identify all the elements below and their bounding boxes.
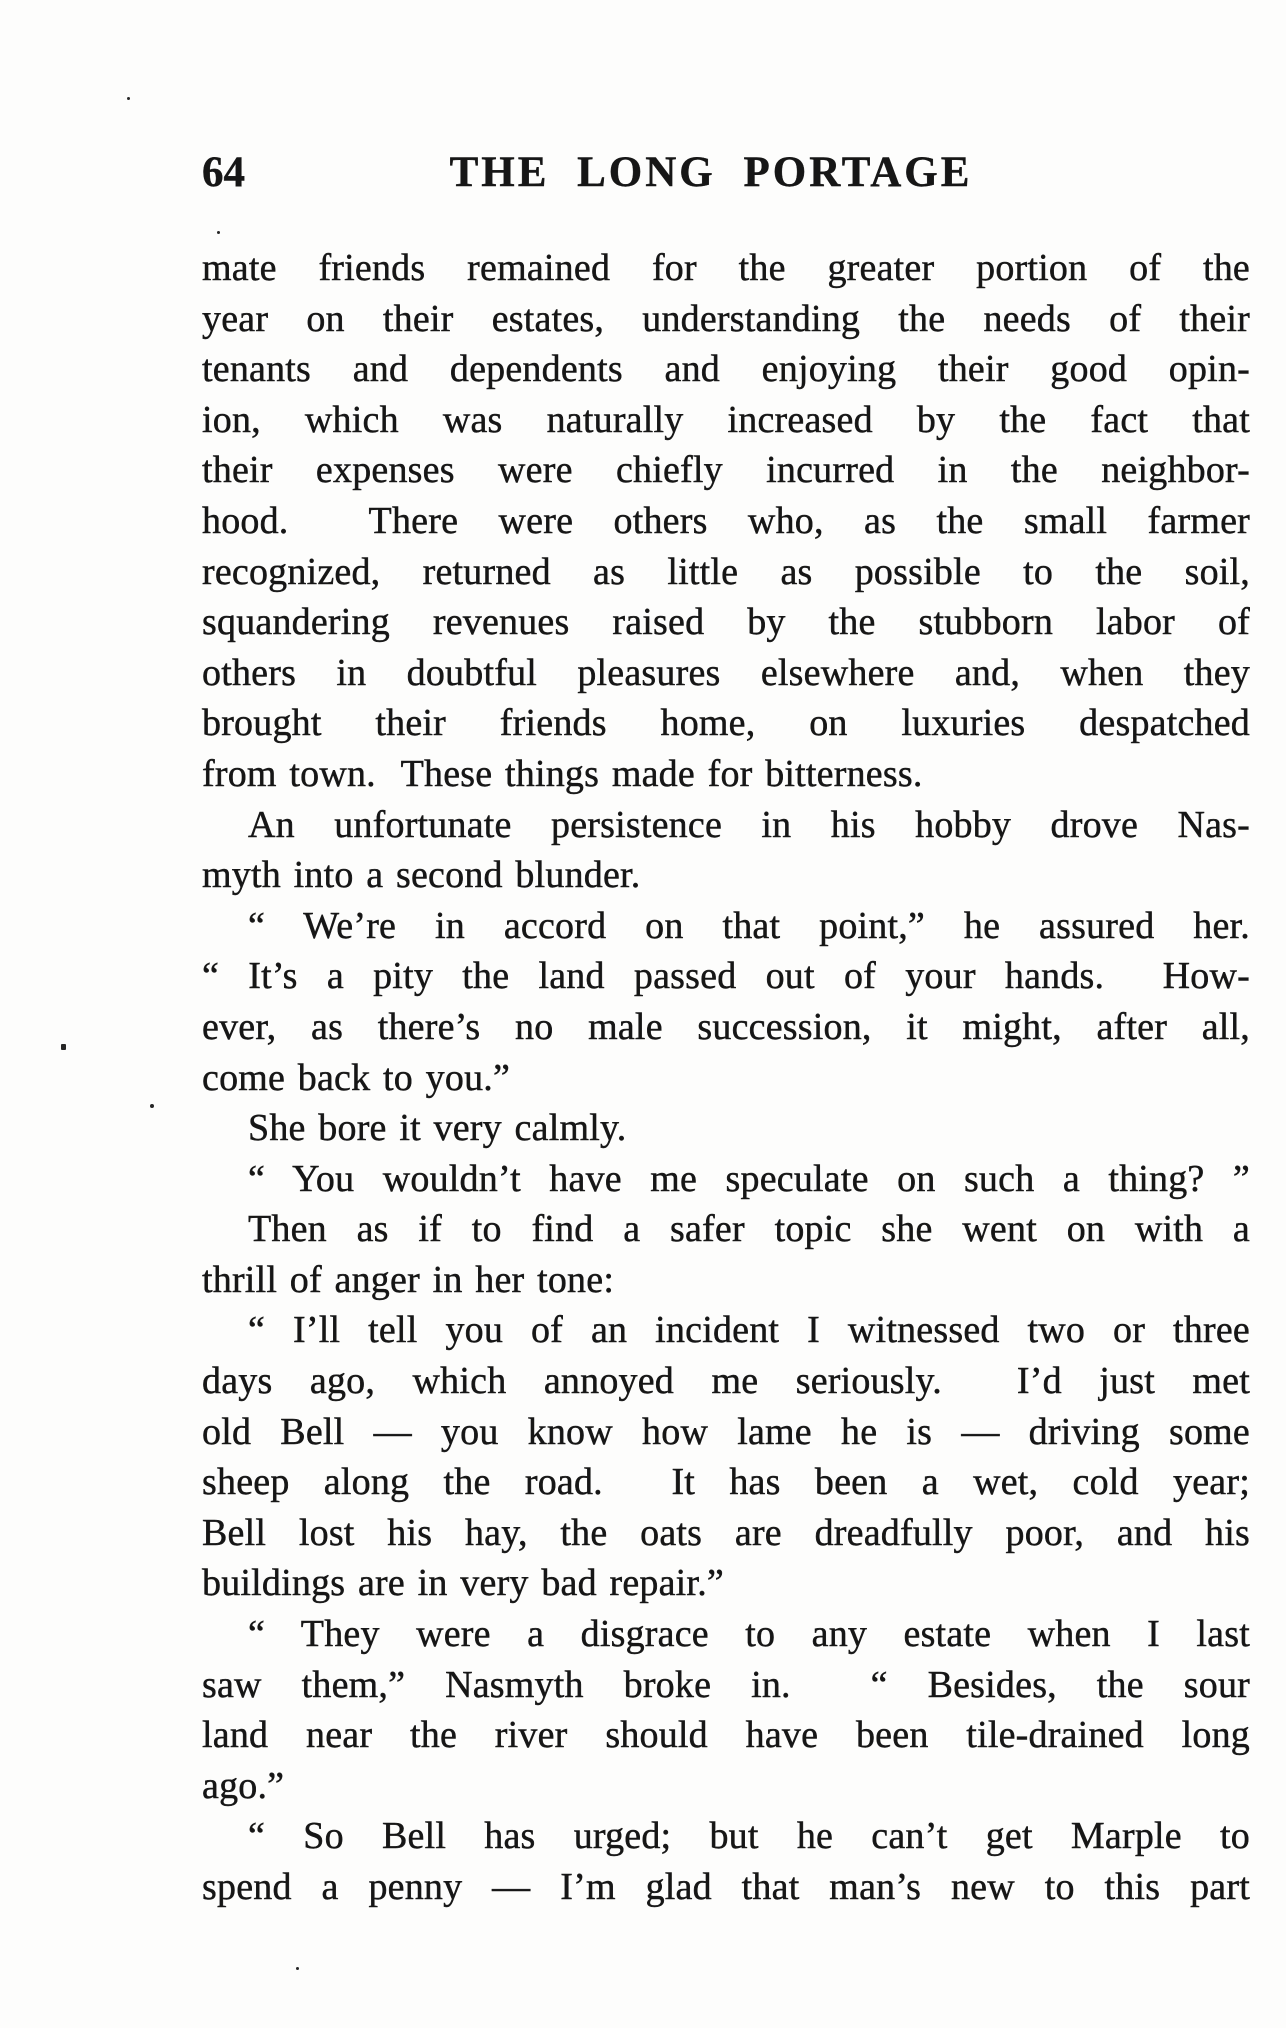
text-line: sheep along the road. It has been a wet, cold year; xyxy=(202,1461,1250,1504)
text-line: myth into a second blunder. xyxy=(202,854,641,897)
text-line: their expenses were chiefly incurred in the neighbor- xyxy=(202,449,1250,492)
ink-speck xyxy=(61,1044,66,1050)
ink-speck xyxy=(127,97,130,100)
text-line: “ It’s a pity the land passed out of your hands. How- xyxy=(202,955,1250,998)
text-line: mate friends remained for the greater portion of the xyxy=(202,247,1250,289)
text-line: days ago, which annoyed me seriously. I’d just met xyxy=(202,1360,1250,1403)
ink-speck xyxy=(217,231,220,234)
paragraph xyxy=(202,1154,1250,1205)
text-line: land near the river should have been tile-drained long xyxy=(202,1714,1250,1757)
page-header xyxy=(202,150,1250,200)
text-line: recognized, returned as little as possible to the soil, xyxy=(202,550,1250,593)
text-line: come back to you.” xyxy=(202,1056,511,1099)
paragraph xyxy=(202,800,1250,901)
text-line: “ They were a disgrace to any estate when I last xyxy=(248,1613,1250,1656)
text-line: “ I’ll tell you of an incident I witnessed two or three xyxy=(248,1309,1250,1352)
paragraph xyxy=(202,1103,1250,1154)
paragraph xyxy=(202,1305,1250,1609)
text-line: year on their estates, understanding the needs of their xyxy=(202,297,1250,340)
text-line: ion, which was naturally increased by the fact that xyxy=(202,398,1250,441)
text-line: from town. These things made for bitterness. xyxy=(202,752,923,795)
text-line: brought their friends home, on luxuries despatched xyxy=(202,702,1250,745)
text-line: She bore it very calmly. xyxy=(248,1107,627,1150)
text-line: hood. There were others who, as the small farmer xyxy=(202,499,1250,542)
ink-speck xyxy=(150,1104,154,1108)
text-line: ever, as there’s no male succession, it might, after all, xyxy=(202,1005,1250,1048)
text-line: “ You wouldn’t have me speculate on such a thing? ” xyxy=(248,1157,1250,1200)
text-line: “ So Bell has urged; but he can’t get Marple to xyxy=(248,1815,1250,1858)
ink-speck xyxy=(296,1967,299,1970)
text-line: squandering revenues raised by the stubborn labor of xyxy=(202,601,1250,644)
page-body xyxy=(202,243,1250,1913)
text-line: buildings are in very bad repair.” xyxy=(202,1562,724,1605)
text-line: An unfortunate persistence in his hobby drove Nas- xyxy=(248,803,1250,846)
text-line: others in doubtful pleasures elsewhere and, when they xyxy=(202,651,1250,694)
text-line: spend a penny — I’m glad that man’s new to this part xyxy=(202,1866,1250,1908)
text-line: ago.” xyxy=(202,1764,285,1807)
running-title: THE LONG PORTAGE xyxy=(449,149,973,196)
paragraph xyxy=(202,243,1250,800)
text-line: Then as if to find a safer topic she went on with a xyxy=(248,1208,1250,1251)
text-line: thrill of anger in her tone: xyxy=(202,1258,615,1301)
text-line: Bell lost his hay, the oats are dreadfully poor, and his xyxy=(202,1511,1250,1554)
paragraph xyxy=(202,1609,1250,1811)
text-line: “ We’re in accord on that point,” he assured her. xyxy=(248,904,1250,947)
text-line: old Bell — you know how lame he is — driving some xyxy=(202,1410,1250,1453)
text-line: saw them,” Nasmyth broke in. “ Besides, the sour xyxy=(202,1663,1250,1706)
paragraph xyxy=(202,1204,1250,1305)
paragraph xyxy=(202,901,1250,1103)
page-number: 64 xyxy=(202,149,245,196)
paragraph xyxy=(202,1811,1250,1912)
text-line: tenants and dependents and enjoying their good opin- xyxy=(202,348,1250,391)
